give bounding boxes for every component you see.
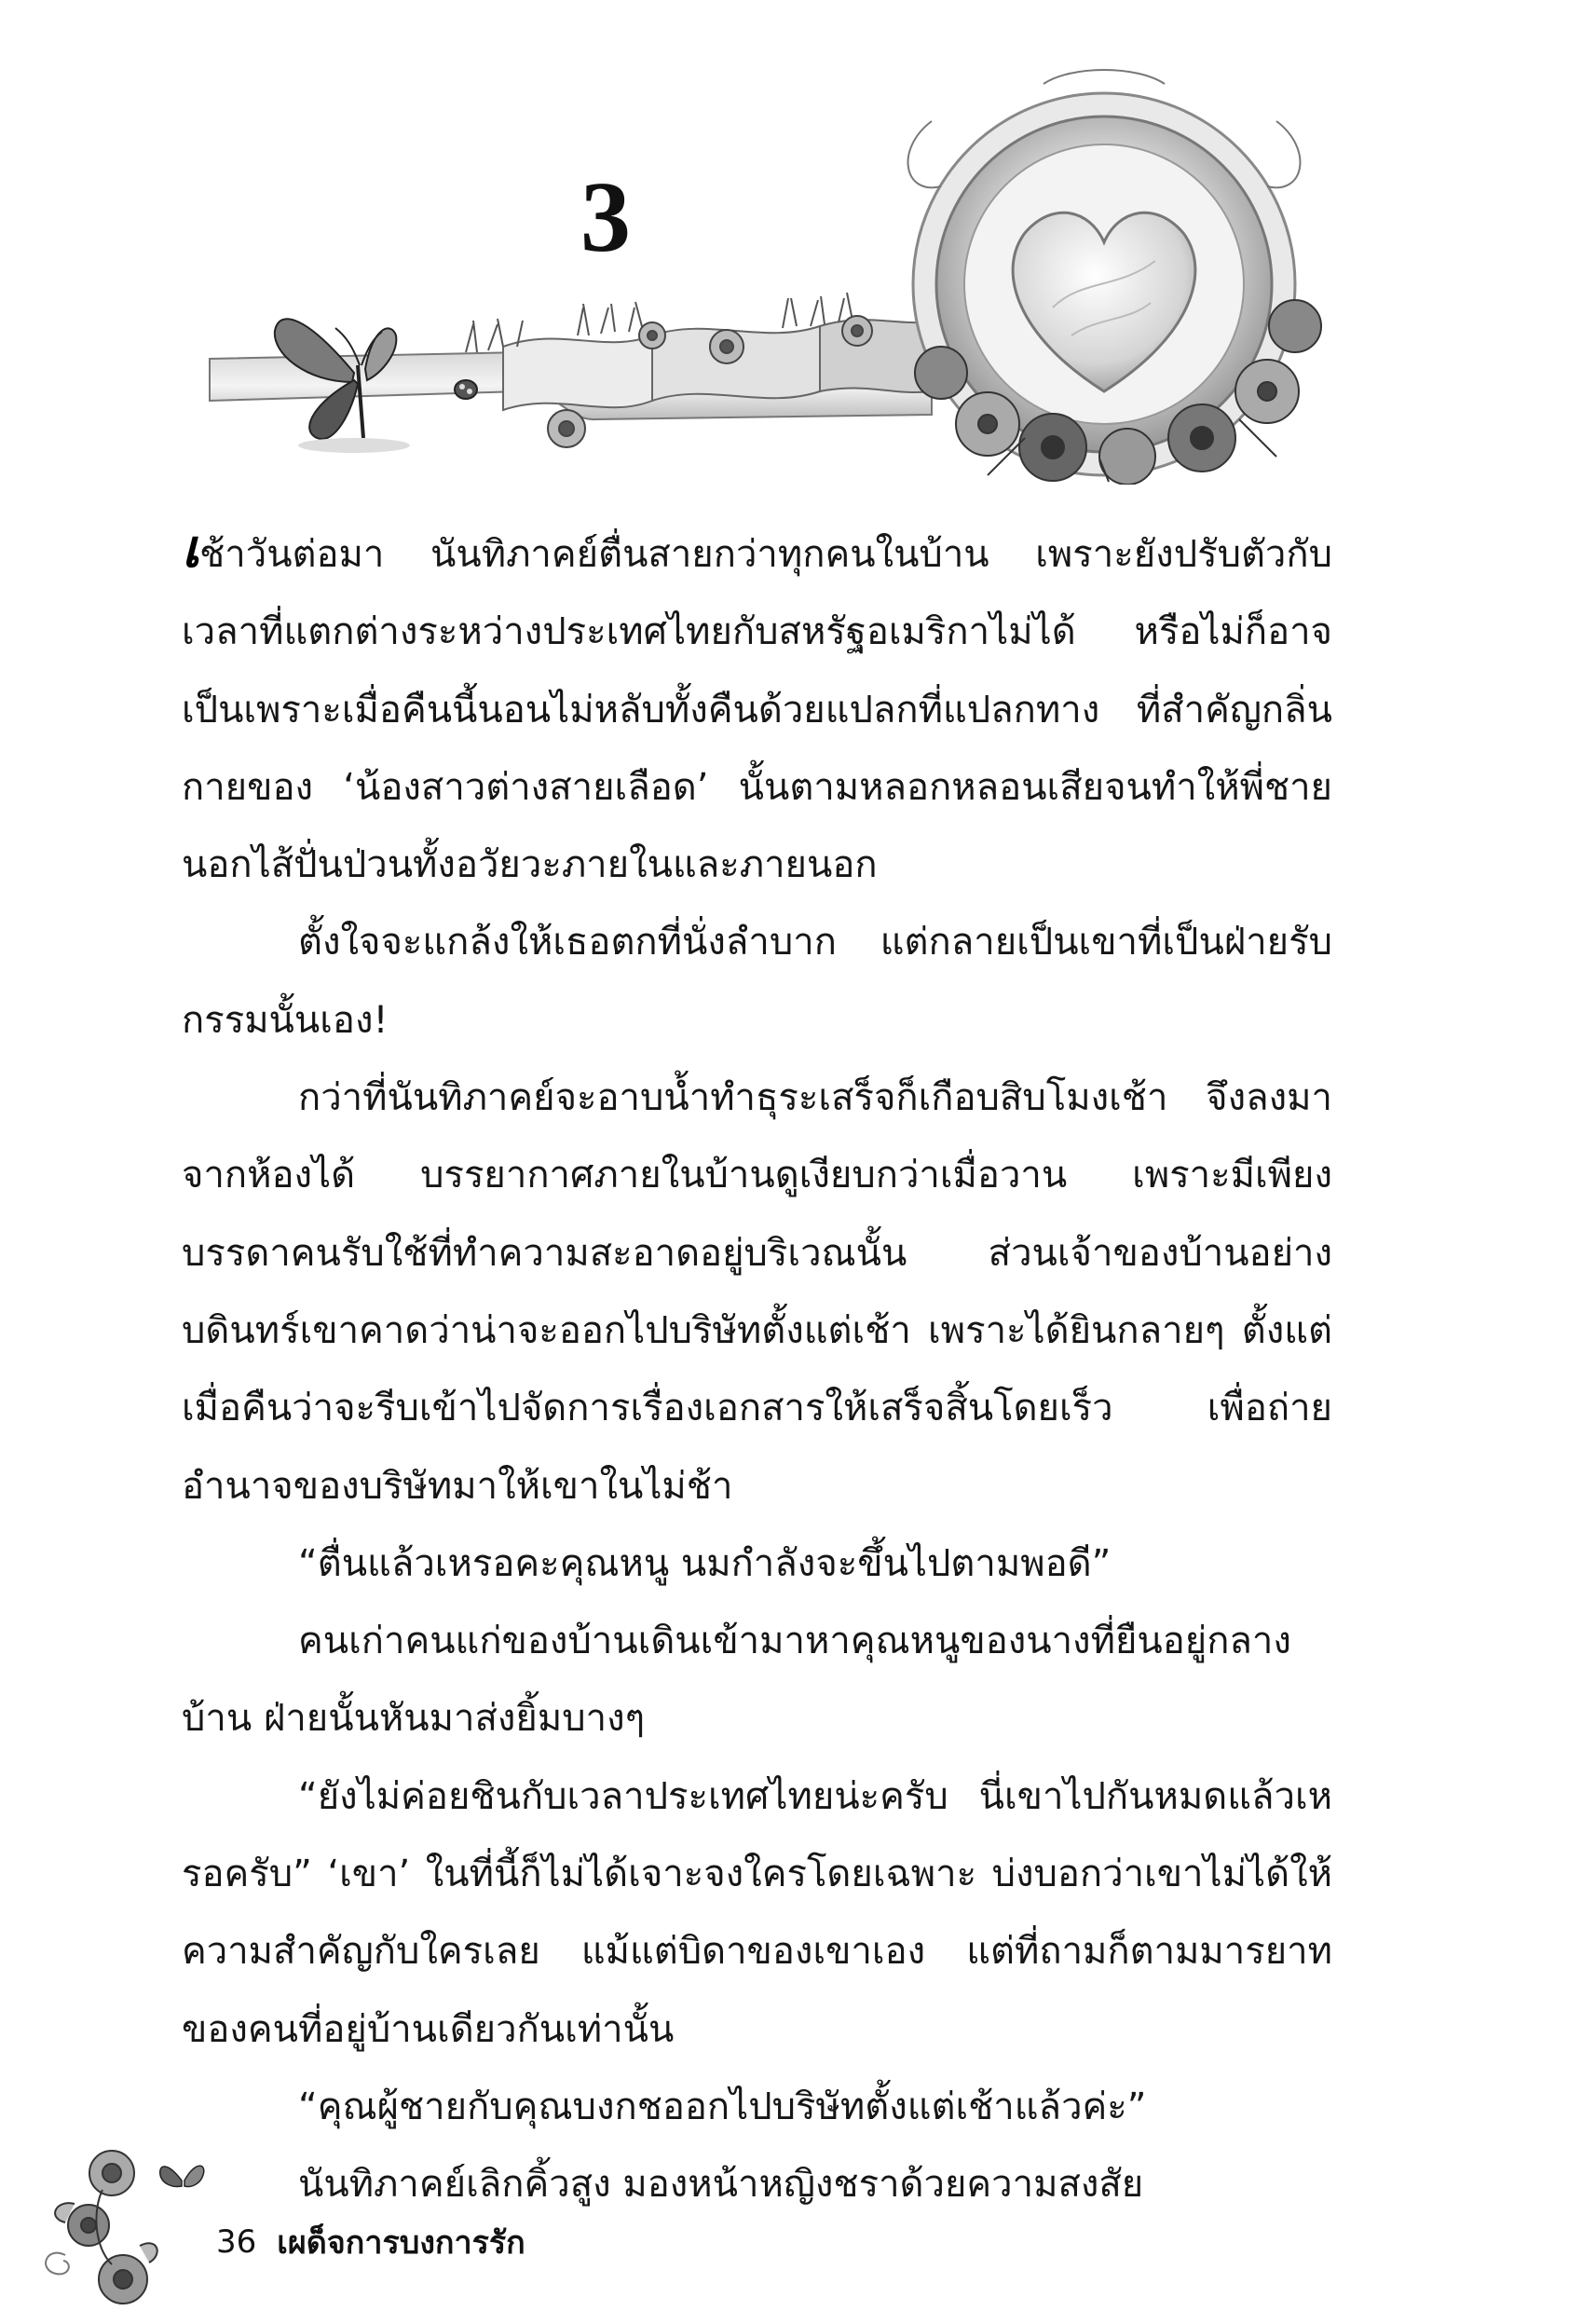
paragraph: นันทิภาคย์เลิกคิ้วสูง มองหน้าหญิงชราด้วยความสงสัย (298, 2163, 1144, 2207)
rose-butterfly-ornament (0, 2115, 224, 2311)
paragraph: “คุณผู้ชายกับคุณบงกชออกไปบริษัทตั้งแต่เช้าแล้วค่ะ” (298, 2085, 1147, 2128)
page-number: 36 (216, 2223, 257, 2261)
paragraph: “ตื่นแล้วเหรอคะคุณหนู นมกำลังจะขึ้นไปตามพอดี” (298, 1541, 1112, 1585)
drop-cap: เ (182, 518, 200, 580)
paragraph: “ยังไม่ค่อยชินกับเวลาประเทศไทยน่ะครับ นี่เขาไปกันหมดแล้วเหรอครับ” ‘เขา’ ในที่นี้ก็ไม่ได้เจาะจงใครโดยเฉพาะ บ่งบอกว่าเขาไม่ได้ให้ความสำคัญกับใครเลย แม้แต่บิดาของเขาเอง แต่ที่ถามก็ตามมารยาทของคนที่อยู่บ้านเดียวกันเท่านั้น (182, 1774, 1332, 2051)
chapter-number: 3 (580, 162, 631, 273)
page-footer (0, 2115, 839, 2311)
butterfly-icon (160, 2166, 204, 2186)
paragraph: กว่าที่นันทิภาคย์จะอาบน้ำทำธุระเสร็จก็เกือบสิบโมงเช้า จึงลงมาจากห้องได้ บรรยากาศภายในบ้านดูเงียบกว่าเมื่อวาน เพราะมีเพียงบรรดาคนรับใช้ที่ทำความสะอาดอยู่บริเวณนั้น ส่วนเจ้าของบ้านอย่างบดินทร์เขาคาดว่าน่าจะออกไปบริษัทตั้งแต่เช้า เพราะได้ยินกลายๆ ตั้งแต่เมื่อคืนว่าจะรีบเข้าไปจัดการเรื่องเอกสารให้เสร็จสิ้นโดยเร็ว เพื่อถ่ายอำนาจของบริษัทมาให้เขาในไม่ช้า (182, 1076, 1332, 1508)
ladybug-icon (455, 380, 477, 399)
paragraph: เช้าวันต่อมา นันทิภาคย์ตื่นสายกว่าทุกคนในบ้าน เพราะยังปรับตัวกับเวลาที่แตกต่างระหว่างประเทศไทยกับสหรัฐอเมริกาไม่ได้ หรือไม่ก็อาจเป็นเพราะเมื่อคืนนี้นอนไม่หลับทั้งคืนด้วยแปลกที่แปลกทาง ที่สำคัญกลิ่นกายของ ‘น้องสาวต่างสายเลือด’ นั้นตามหลอกหลอนเสียจนทำให้พี่ชายนอกไส้ปั่นป่วนทั้งอวัยวะภายในและภายนอก (182, 518, 1332, 887)
footer-line (216, 2214, 525, 2270)
chapter-header-illustration (0, 0, 1596, 485)
book-title: เผด็จการบงการรัก (277, 2224, 525, 2262)
paragraph: คนเก่าคนแก่ของบ้านเดินเข้ามาหาคุณหนูของนางที่ยืนอยู่กลางบ้าน ฝ่ายนั้นหันมาส่งยิ้มบางๆ (182, 1620, 1291, 1741)
body-text (182, 511, 1332, 2224)
paragraph: ตั้งใจจะแกล้งให้เธอตกที่นั่งลำบาก แต่กลายเป็นเขาที่เป็นฝ่ายรับกรรมนั้นเอง! (182, 921, 1332, 1042)
